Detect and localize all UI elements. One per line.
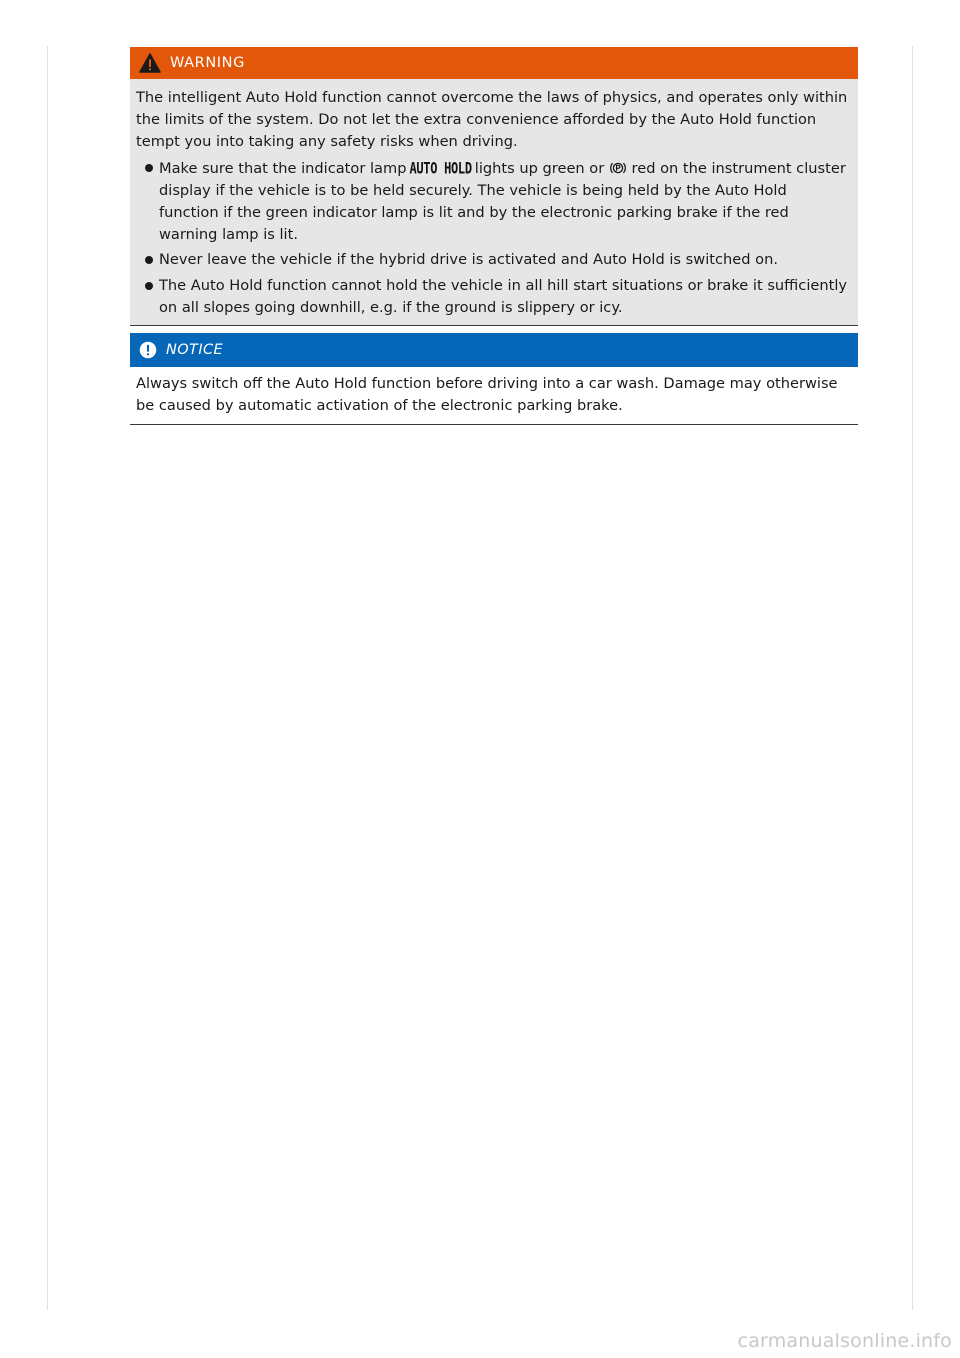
watermark: carmanualsonline.info [737,1330,952,1352]
notice-header [130,333,858,367]
warning-intro: The intelligent Auto Hold function cannot overcome the laws of physics, and operates only within the limits of the system. Do not let the extra convenience afforded by the Auto Hold function tempt you into taking any safety risks when driving. [136,89,848,151]
parking-brake-icon [610,161,626,175]
notice-body [130,367,858,424]
warning-body [130,79,858,325]
warning-bullet-never-leave: Never leave the vehicle if the hybrid drive is activated and Auto Hold is switched on. [136,249,850,271]
warning-bullet-hill-start: The Auto Hold function cannot hold the vehicle in all hill start situations or brake it sufficiently on all slopes going downhill, e.g. if the ground is slippery or icy. [136,275,850,319]
warning-box [130,47,858,326]
exclamation-circle-icon [139,341,157,359]
autohold-indicator-icon: AUTO HOLD [409,158,472,178]
warning-header [130,47,858,79]
warning-bullet-list [136,157,850,319]
bullet1-text-c: red on the instrument cluster display if the vehicle is to be held securely. The vehicle is being held by the Auto Hold function if the green indicator lamp is lit and by the electronic parking brake if the red warning lamp is lit. [159,159,846,244]
warning-triangle-icon [139,53,161,73]
notice-text: Always switch off the Auto Hold function before driving into a car wash. Damage may otherwise be caused by automatic activation of the electronic parking brake. [136,375,838,415]
warning-title: WARNING [170,55,245,71]
warning-bullet-indicator-lamp [136,157,850,247]
page-margin-right [912,46,913,1310]
page-margin-left [47,46,48,1310]
bullet1-text-b: lights up green or [474,159,605,177]
notice-box [130,333,858,425]
bullet1-text-a: Make sure that the indicator lamp [159,159,407,177]
notice-title: NOTICE [166,342,224,358]
